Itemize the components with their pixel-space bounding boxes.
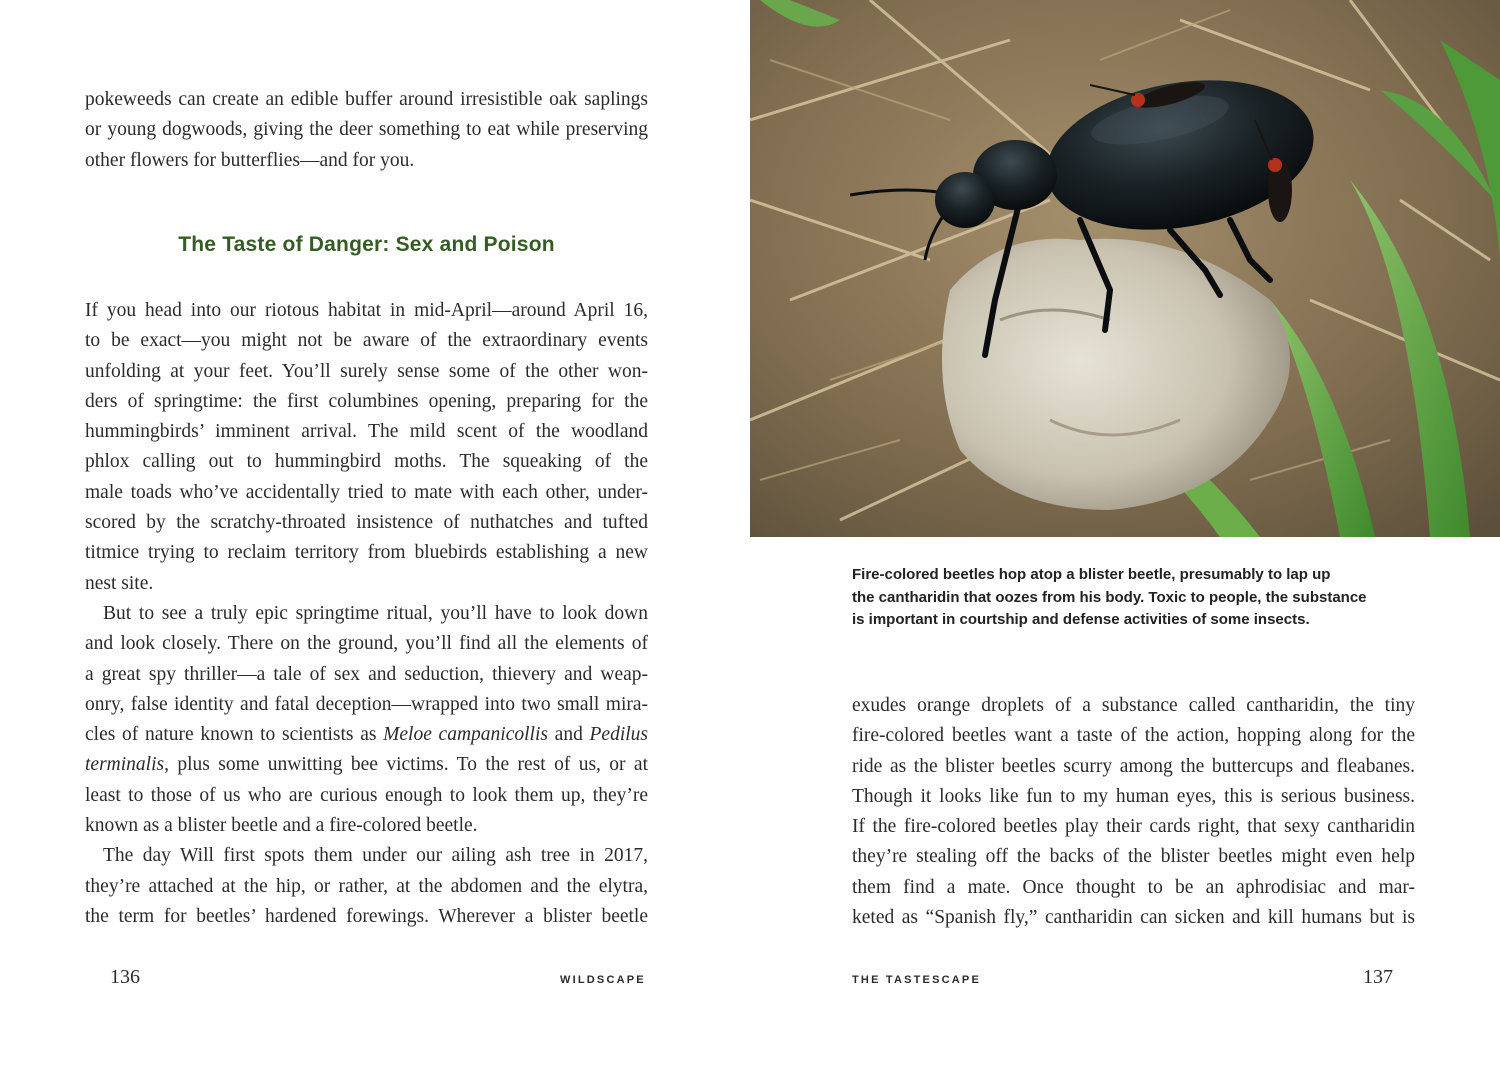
text-line: fire-colored beetles want a taste of the action, hopping along for the xyxy=(852,725,1415,747)
body-column-right xyxy=(852,691,1415,933)
text-line: unfolding at your feet. You’ll surely sense some of the other won- xyxy=(85,360,648,382)
text-line: nest site. xyxy=(85,572,154,594)
text-line: onry, false identity and fatal deception—wrapped into two small mira- xyxy=(85,693,648,715)
caption-line: is important in courtship and defense activities of some insects. xyxy=(852,611,1310,628)
text-line: and look closely. There on the ground, you’ll find all the elements of xyxy=(85,633,648,655)
text-run: , plus some unwitting bee victims. To the rest of us, or at xyxy=(164,754,648,776)
text-line: they’re stealing off the backs of the blister beetles might even help xyxy=(852,846,1415,868)
caption-line: the cantharidin that oozes from his body. Toxic to people, the substance xyxy=(852,588,1367,606)
right-page xyxy=(750,0,1500,1091)
text-line xyxy=(85,720,648,750)
text-line: least to those of us who are curious enough to look them up, they’re xyxy=(85,784,648,806)
text-line: scored by the scratchy-throated insistence of nuthatches and tufted xyxy=(85,512,648,534)
text-line: other flowers for butterflies—and for you. xyxy=(85,149,415,171)
text-line: Though it looks like fun to my human eyes, this is serious business. xyxy=(852,785,1415,807)
text-line xyxy=(85,750,648,780)
page-number: 136 xyxy=(110,966,140,988)
text-line: ders of springtime: the first columbines opening, preparing for the xyxy=(85,390,648,412)
text-line: them find a mate. Once thought to be an aphrodisiac and mar- xyxy=(852,876,1415,898)
text-line: The day Will first spots them under our ailing ash tree in 2017, xyxy=(103,845,648,867)
text-line: or young dogwoods, giving the deer something to eat while preserving xyxy=(85,119,648,141)
text-line: they’re attached at the hip, or rather, at the abdomen and the elytra, xyxy=(85,875,648,897)
text-line: a great spy thriller—a tale of sex and seduction, thievery and weap- xyxy=(85,663,648,685)
text-line: ride as the blister beetles scurry among the buttercups and fleabanes. xyxy=(852,755,1415,777)
text-line: known as a blister beetle and a fire-colored beetle. xyxy=(85,815,478,837)
text-line: pokeweeds can create an edible buffer around irresistible oak saplings xyxy=(85,89,648,110)
beetle-photo xyxy=(750,0,1500,537)
text-run: cles of nature known to scientists as xyxy=(85,724,384,746)
caption-line: Fire-colored beetles hop atop a blister beetle, presumably to lap up xyxy=(852,566,1331,583)
text-line: male toads who’ve accidentally tried to mate with each other, under- xyxy=(85,481,648,503)
text-line: If you head into our riotous habitat in mid-April—around April 16, xyxy=(85,300,648,321)
running-head: THE TASTESCAPE xyxy=(852,974,981,986)
text-line: exudes orange droplets of a substance called cantharidin, the tiny xyxy=(852,695,1415,716)
intro-paragraph xyxy=(85,85,648,176)
text-line: But to see a truly epic springtime ritual, you’ll have to look down xyxy=(103,602,648,624)
species-name: terminalis xyxy=(85,754,165,776)
body-column-left xyxy=(85,296,648,932)
section-heading: The Taste of Danger: Sex and Poison xyxy=(178,233,555,256)
species-name: Pedilus xyxy=(589,724,649,746)
text-line: hummingbirds’ imminent arrival. The mild scent of the woodland xyxy=(85,421,648,443)
page-number: 137 xyxy=(1363,966,1393,988)
text-line: If the fire-colored beetles play their cards right, that sexy cantharidin xyxy=(852,816,1415,838)
running-head: WILDSCAPE xyxy=(560,974,646,986)
beetle-photo-illustration xyxy=(750,0,1500,537)
species-name: Meloe campanicollis xyxy=(383,724,548,746)
photo-caption xyxy=(852,564,1412,632)
text-run: and xyxy=(547,724,590,746)
text-line: titmice trying to reclaim territory from bluebirds establishing a new xyxy=(85,542,648,564)
text-line: to be exact—you might not be aware of the extraordinary events xyxy=(85,330,648,352)
text-line: phlox calling out to hummingbird moths. The squeaking of the xyxy=(85,451,648,473)
text-line: keted as “Spanish fly,” cantharidin can sicken and kill humans but is xyxy=(852,907,1415,929)
text-line: the term for beetles’ hardened forewings. Wherever a blister beetle xyxy=(85,905,648,927)
